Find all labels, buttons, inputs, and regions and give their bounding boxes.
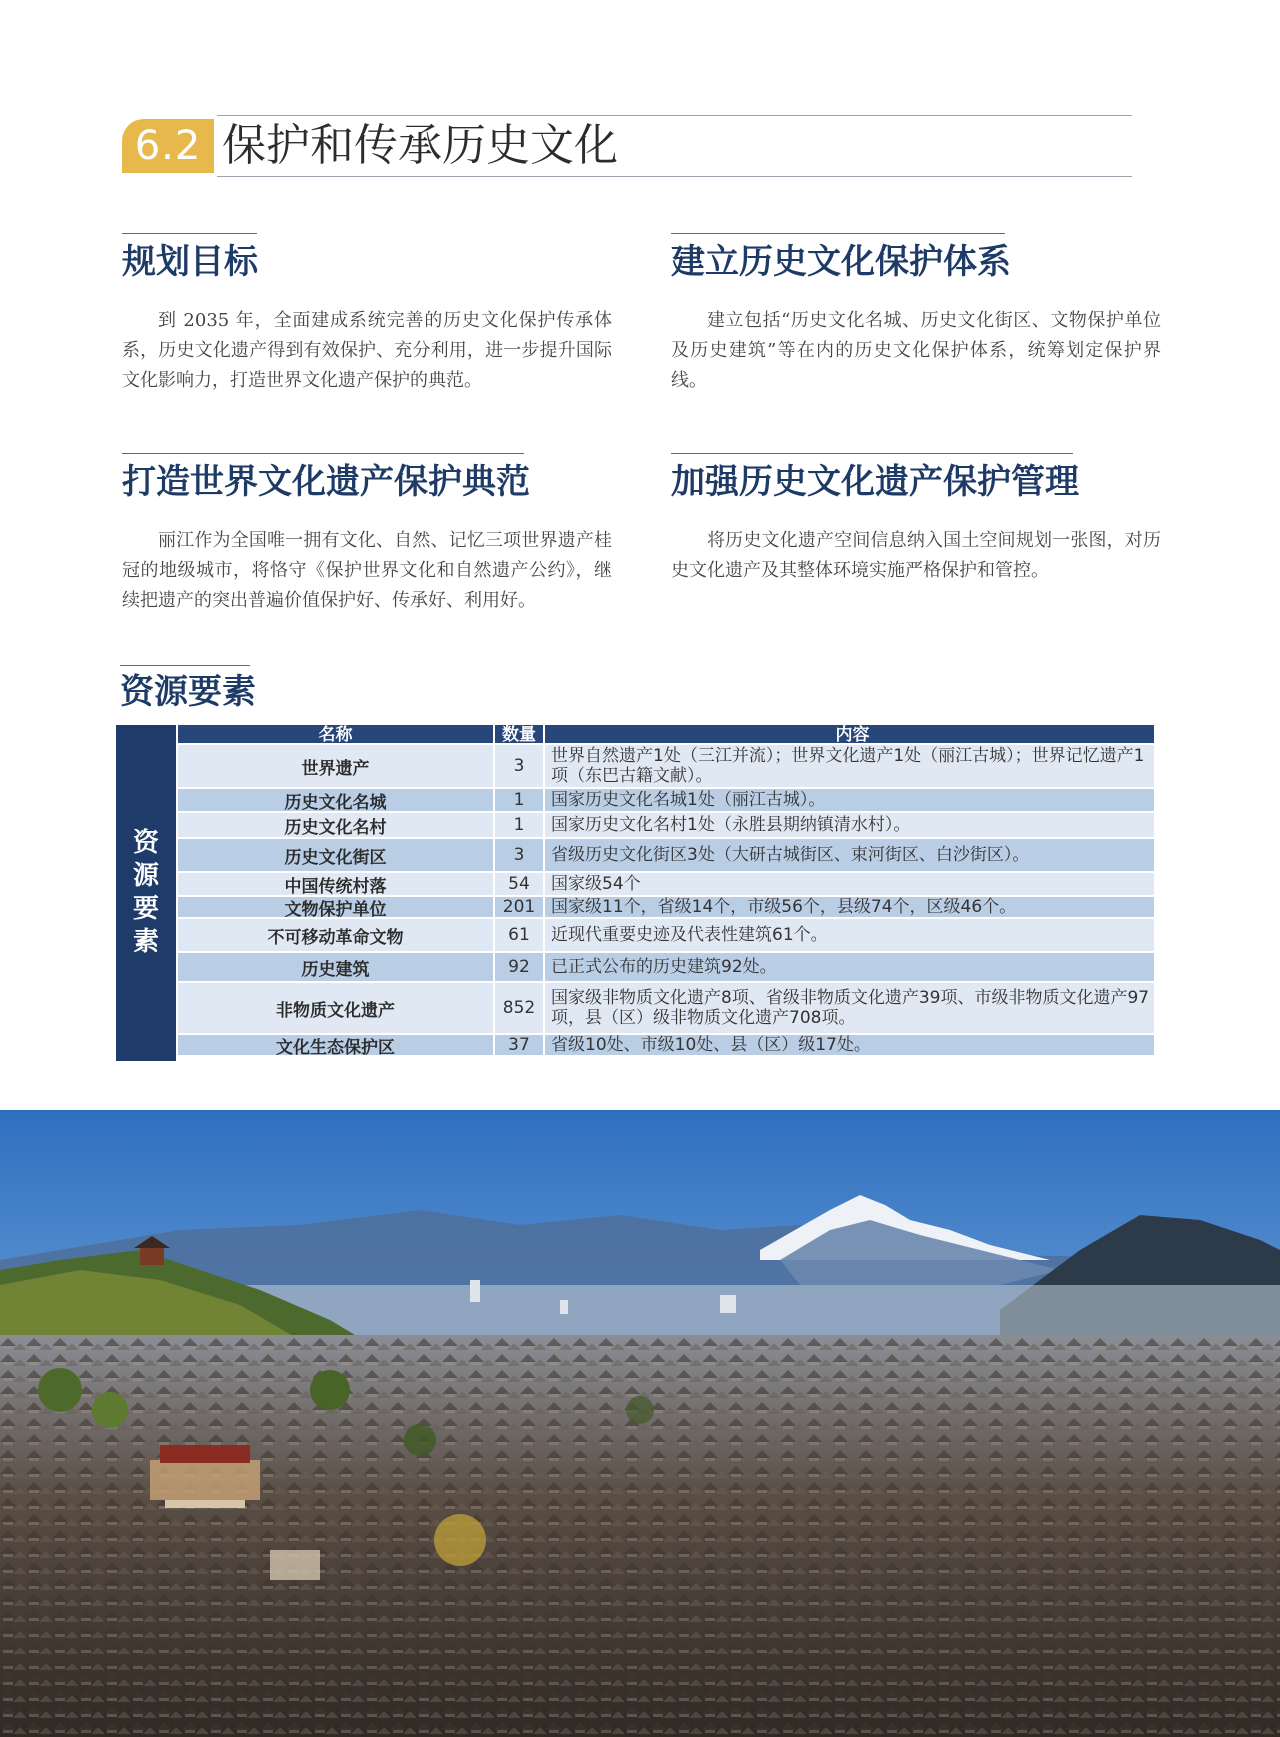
header-name: 名称	[178, 725, 495, 745]
row-name: 中国传统村落	[284, 876, 387, 897]
table-row	[178, 873, 1156, 897]
row-content: 国家级11个，省级14个，市级56个，县级74个，区级46个。	[551, 897, 1017, 917]
photo-illustration	[0, 1110, 1280, 1737]
row-count: 3	[513, 845, 525, 865]
header-content: 内容	[545, 725, 1156, 745]
row-name: 文化生态保护区	[276, 1037, 395, 1058]
block-protection-system	[671, 233, 1161, 396]
table-row	[178, 919, 1156, 953]
block-heading: 建立历史文化保护体系	[671, 242, 1011, 282]
row-count: 37	[508, 1035, 530, 1055]
block-planning-goal	[122, 233, 612, 396]
header-rule-top	[217, 115, 1132, 116]
row-name: 文物保护单位	[284, 899, 387, 920]
row-content: 国家历史文化名村1处（永胜县期纳镇清水村）。	[551, 815, 911, 835]
side-char: 素	[132, 927, 159, 957]
row-name: 历史文化街区	[284, 847, 387, 868]
row-name: 世界遗产	[301, 758, 370, 779]
row-count: 1	[513, 815, 525, 835]
row-content: 国家级54个	[551, 874, 641, 894]
row-name: 非物质文化遗产	[276, 1000, 395, 1021]
row-name: 历史建筑	[301, 959, 370, 980]
row-content: 省级历史文化街区3处（大研古城街区、束河街区、白沙街区）。	[551, 845, 1030, 865]
section-number: 6.2	[122, 119, 214, 173]
side-char: 要	[132, 894, 159, 924]
resources-heading: 资源要素	[120, 672, 256, 712]
row-content: 省级10处、市级10处、县（区）级17处。	[551, 1035, 871, 1055]
side-char: 源	[132, 861, 159, 891]
row-count: 54	[508, 874, 530, 894]
header-count: 数量	[495, 725, 545, 745]
block-rule	[122, 453, 524, 454]
row-name: 不可移动革命文物	[267, 927, 404, 948]
block-text: 到 2035 年，全面建成系统完善的历史文化保护传承体系，历史文化遗产得到有效保护、充分利用，进一步提升国际文化影响力，打造世界文化遗产保护的典范。	[122, 310, 612, 391]
row-content: 已正式公布的历史建筑92处。	[551, 957, 777, 977]
section-title: 保护和传承历史文化	[222, 120, 618, 171]
table-row	[178, 953, 1156, 983]
table-row	[178, 839, 1156, 873]
row-count: 852	[502, 998, 536, 1018]
block-heading: 打造世界文化遗产保护典范	[122, 462, 530, 502]
block-rule	[122, 233, 257, 234]
row-content: 国家历史文化名城1处（丽江古城）。	[551, 790, 826, 810]
row-count: 61	[508, 925, 530, 945]
table-row	[178, 745, 1156, 789]
block-text: 建立包括“历史文化名城、历史文化街区、文物保护单位及历史建筑”等在内的历史文化保护体系，统筹划定保护界线。	[671, 310, 1161, 391]
side-char: 资	[132, 828, 159, 858]
resources-rule	[120, 665, 250, 666]
block-heading: 规划目标	[122, 242, 258, 282]
block-rule	[671, 453, 1073, 454]
table-row	[178, 983, 1156, 1035]
block-text: 将历史文化遗产空间信息纳入国土空间规划一张图，对历史文化遗产及其整体环境实施严格保护和管控。	[671, 530, 1161, 581]
row-name: 历史文化名城	[284, 792, 387, 813]
aerial-town-photo	[0, 1110, 1280, 1737]
table-row	[178, 1035, 1156, 1057]
table-row	[178, 897, 1156, 919]
table-row	[178, 789, 1156, 813]
table-header-row	[178, 725, 1156, 745]
resources-grid	[178, 725, 1156, 1057]
section-header	[122, 115, 1132, 177]
block-rule	[671, 233, 1005, 234]
row-content: 世界自然遗产1处（三江并流）；世界文化遗产1处（丽江古城）；世界记忆遗产1项（东巴古籍文献）。	[551, 746, 1145, 786]
row-content: 近现代重要史迹及代表性建筑61个。	[551, 925, 828, 945]
resources-heading-block	[120, 665, 256, 714]
row-count: 1	[513, 790, 525, 810]
row-content: 国家级非物质文化遗产8项、省级非物质文化遗产39项、市级非物质文化遗产97项，县（区）级非物质文化遗产708项。	[551, 988, 1150, 1028]
header-rule-bottom	[217, 176, 1132, 177]
block-text: 丽江作为全国唯一拥有文化、自然、记忆三项世界遗产桂冠的地级城市，将恪守《保护世界文化和自然遗产公约》，继续把遗产的突出普遍价值保护好、传承好、利用好。	[122, 530, 612, 611]
resources-side-label	[116, 725, 176, 1061]
resources-table	[116, 725, 1156, 1061]
block-world-heritage-model	[122, 453, 612, 616]
table-row	[178, 813, 1156, 839]
block-heading: 加强历史文化遗产保护管理	[671, 462, 1079, 502]
block-heritage-management	[671, 453, 1161, 586]
row-count: 3	[513, 756, 525, 776]
row-count: 201	[502, 897, 536, 917]
row-name: 历史文化名村	[284, 817, 387, 838]
row-count: 92	[508, 957, 530, 977]
